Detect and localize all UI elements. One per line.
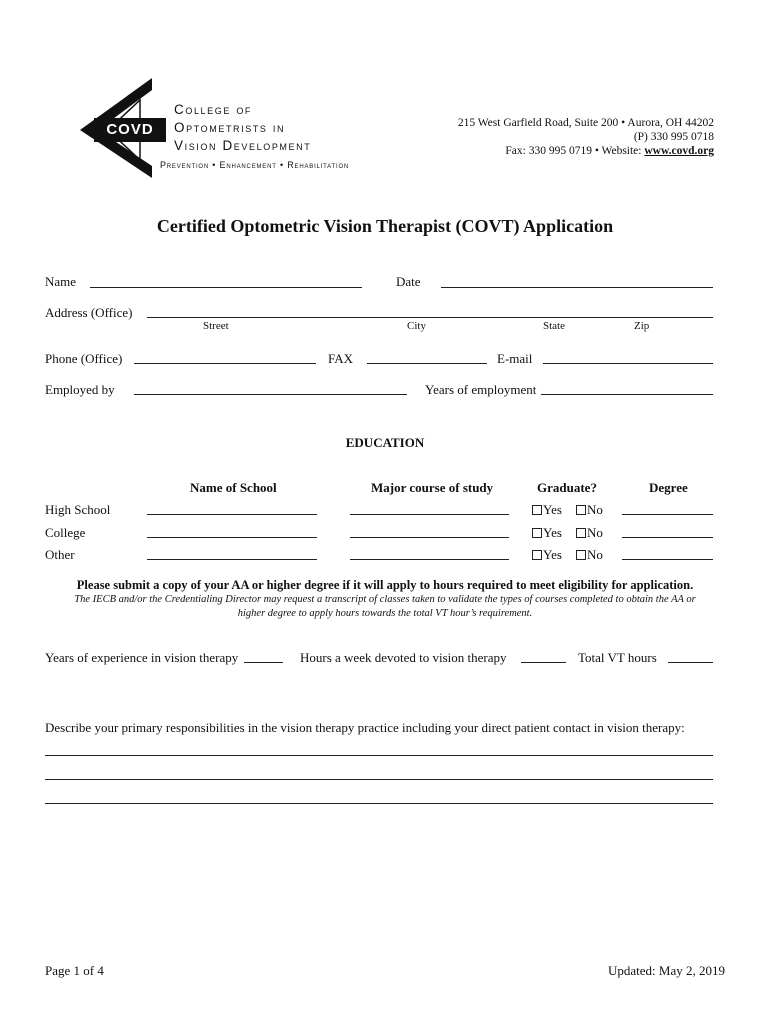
date-field[interactable] bbox=[441, 287, 713, 288]
street-sublabel: Street bbox=[203, 320, 229, 332]
col-graduate: Graduate? bbox=[537, 480, 597, 495]
college-name-field[interactable] bbox=[147, 537, 317, 538]
other-no-checkbox[interactable] bbox=[576, 547, 603, 563]
email-field[interactable] bbox=[543, 363, 713, 364]
years-employment-label: Years of employment bbox=[425, 382, 537, 397]
row-label-high-school: High School bbox=[45, 502, 111, 517]
fax-field[interactable] bbox=[367, 363, 487, 364]
no-label: No bbox=[587, 525, 603, 540]
col-degree: Degree bbox=[649, 480, 688, 495]
high-school-yes-checkbox[interactable] bbox=[532, 502, 562, 518]
name-label: Name bbox=[45, 274, 77, 289]
hours-week-field[interactable] bbox=[521, 662, 566, 663]
degree-note: Please submit a copy of your AA or higher degree if it will apply to hours required to meet eligibility for application. bbox=[76, 578, 694, 592]
college-major-field[interactable] bbox=[350, 537, 509, 538]
org-name-line3: Vision Development bbox=[174, 138, 312, 153]
page-title: Certified Optometric Vision Therapist (COVT) Application bbox=[156, 216, 614, 236]
other-yes-checkbox[interactable] bbox=[532, 547, 562, 563]
no-label: No bbox=[587, 502, 603, 517]
years-experience-label: Years of experience in vision therapy bbox=[45, 650, 239, 665]
years-employment-field[interactable] bbox=[541, 394, 713, 395]
address-field[interactable] bbox=[147, 317, 713, 318]
updated-date: Updated: May 2, 2019 bbox=[608, 963, 725, 978]
checkbox-icon bbox=[576, 505, 586, 515]
high-school-no-checkbox[interactable] bbox=[576, 502, 603, 518]
responsibilities-label: Describe your primary responsibilities in the vision therapy practice including your direct patient contact in vision therapy: bbox=[45, 720, 685, 735]
state-sublabel: State bbox=[543, 320, 565, 332]
transcript-note-line1: The IECB and/or the Credentialing Director may request a transcript of classes taken to validate the types of courses completed to obtain the AA or bbox=[74, 594, 696, 605]
high-school-name-field[interactable] bbox=[147, 514, 317, 515]
education-heading: EDUCATION bbox=[345, 435, 425, 450]
address-fax-website bbox=[505, 145, 714, 157]
other-degree-field[interactable] bbox=[622, 559, 713, 560]
employed-field[interactable] bbox=[134, 394, 407, 395]
high-school-major-field[interactable] bbox=[350, 514, 509, 515]
years-experience-field[interactable] bbox=[244, 662, 283, 663]
checkbox-icon bbox=[576, 528, 586, 538]
college-no-checkbox[interactable] bbox=[576, 525, 603, 541]
covd-logo bbox=[80, 78, 170, 178]
hours-week-label: Hours a week devoted to vision therapy bbox=[300, 650, 507, 665]
date-label: Date bbox=[396, 274, 421, 289]
address-line1: 215 West Garfield Road, Suite 200 • Aurora, OH 44202 bbox=[457, 117, 714, 129]
phone-label: Phone (Office) bbox=[45, 351, 123, 366]
college-degree-field[interactable] bbox=[622, 537, 713, 538]
fax-label: FAX bbox=[328, 351, 354, 366]
row-label-college: College bbox=[45, 525, 86, 540]
org-name-line2: Optometrists in bbox=[174, 120, 286, 135]
org-name-line1: College of bbox=[174, 102, 253, 117]
other-name-field[interactable] bbox=[147, 559, 317, 560]
phone-field[interactable] bbox=[134, 363, 316, 364]
website-link[interactable]: www.covd.org bbox=[644, 145, 714, 157]
yes-label: Yes bbox=[543, 525, 562, 540]
high-school-degree-field[interactable] bbox=[622, 514, 713, 515]
total-vt-hours-label: Total VT hours bbox=[578, 650, 657, 665]
yes-label: Yes bbox=[543, 547, 562, 562]
checkbox-icon bbox=[532, 528, 542, 538]
fax-text: Fax: 330 995 0719 • Website: bbox=[505, 145, 645, 157]
page-number: Page 1 of 4 bbox=[45, 963, 104, 978]
address-phone: (P) 330 995 0718 bbox=[633, 131, 714, 143]
checkbox-icon bbox=[532, 505, 542, 515]
logo-abbr: COVD bbox=[106, 121, 154, 138]
other-major-field[interactable] bbox=[350, 559, 509, 560]
org-tagline: Prevention • Enhancement • Rehabilitation bbox=[160, 160, 350, 170]
name-field[interactable] bbox=[90, 287, 362, 288]
checkbox-icon bbox=[576, 550, 586, 560]
col-major-course: Major course of study bbox=[371, 480, 494, 495]
employed-label: Employed by bbox=[45, 382, 115, 397]
yes-label: Yes bbox=[543, 502, 562, 517]
city-sublabel: City bbox=[407, 320, 426, 332]
row-label-other: Other bbox=[45, 547, 75, 562]
address-label: Address (Office) bbox=[45, 305, 133, 320]
checkbox-icon bbox=[532, 550, 542, 560]
no-label: No bbox=[587, 547, 603, 562]
responsibilities-line-1[interactable] bbox=[45, 755, 713, 756]
college-yes-checkbox[interactable] bbox=[532, 525, 562, 541]
responsibilities-line-2[interactable] bbox=[45, 779, 713, 780]
zip-sublabel: Zip bbox=[634, 320, 650, 332]
email-label: E-mail bbox=[497, 351, 533, 366]
responsibilities-line-3[interactable] bbox=[45, 803, 713, 804]
transcript-note-line2: higher degree to apply hours towards the total VT hour’s requirement. bbox=[237, 608, 533, 619]
col-name-of-school: Name of School bbox=[190, 480, 277, 495]
total-vt-hours-field[interactable] bbox=[668, 662, 713, 663]
